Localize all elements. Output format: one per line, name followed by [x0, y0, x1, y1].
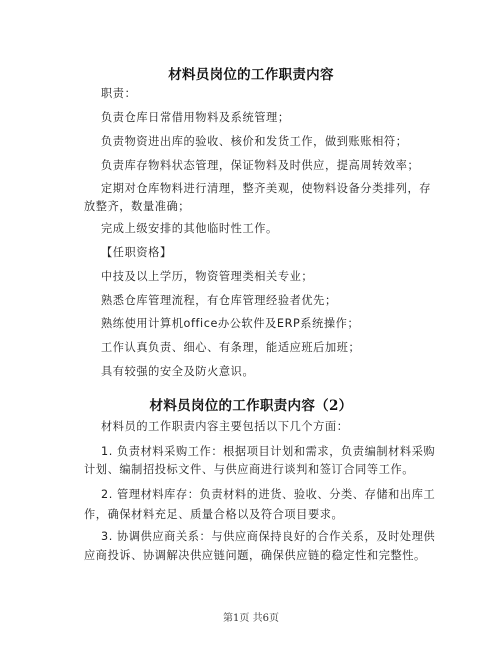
- paragraph-line: 工作认真负责、细心、有条理，能适应班后加班；: [101, 341, 361, 354]
- paragraph-line: 定期对仓库物料进行清理，整齐美观，使物料设备分类排列，存: [101, 182, 432, 195]
- paragraph-line: 完成上级安排的其他临时性工作。: [101, 222, 278, 235]
- page-footer: 第1页 共6页: [223, 613, 279, 624]
- paragraph-line: 计划、编制招投标文件、与供应商进行谈判和签订合同等工作。: [84, 463, 415, 476]
- paragraph-line: 3. 协调供应商关系：与供应商保持良好的合作关系，及时处理供: [101, 530, 436, 543]
- paragraph-line: 负责物资进出库的验收、核价和发货工作，做到账账相符；: [101, 135, 408, 148]
- paragraph-line: 2. 管理材料库存：负责材料的进货、验收、分类、存储和出库工: [101, 488, 436, 501]
- paragraph-line: 材料员的工作职责内容主要包括以下几个方面：: [101, 420, 349, 433]
- paragraph-line: 中技及以上学历，物资管理类相关专业；: [101, 270, 314, 283]
- paragraph-line: 作，确保材料充足、质量合格以及符合项目要求。: [84, 508, 344, 521]
- paragraph-line: 放整齐，数量准确；: [84, 200, 191, 213]
- paragraph-line: 具有较强的安全及防火意识。: [101, 365, 255, 378]
- paragraph-line: 【任职资格】: [101, 246, 172, 259]
- paragraph-line: 熟练使用计算机office办公软件及ERP系统操作；: [101, 317, 360, 330]
- section-title-2: 材料员岗位的工作职责内容（2）: [149, 398, 353, 414]
- paragraph-line: 应商投诉、协调解决供应链问题，确保供应链的稳定性和完整性。: [84, 549, 426, 562]
- paragraph-line: 职责：: [101, 87, 137, 100]
- paragraph-line: 1. 负责材料采购工作：根据项目计划和需求，负责编制材料采购: [101, 445, 436, 458]
- section-title-1: 材料员岗位的工作职责内容: [168, 67, 334, 83]
- paragraph-line: 熟悉仓库管理流程，有仓库管理经验者优先；: [101, 294, 337, 307]
- paragraph-line: 负责仓库日常借用物料及系统管理；: [101, 111, 290, 124]
- paragraph-line: 负责库存物料状态管理，保证物料及时供应，提高周转效率；: [101, 159, 420, 172]
